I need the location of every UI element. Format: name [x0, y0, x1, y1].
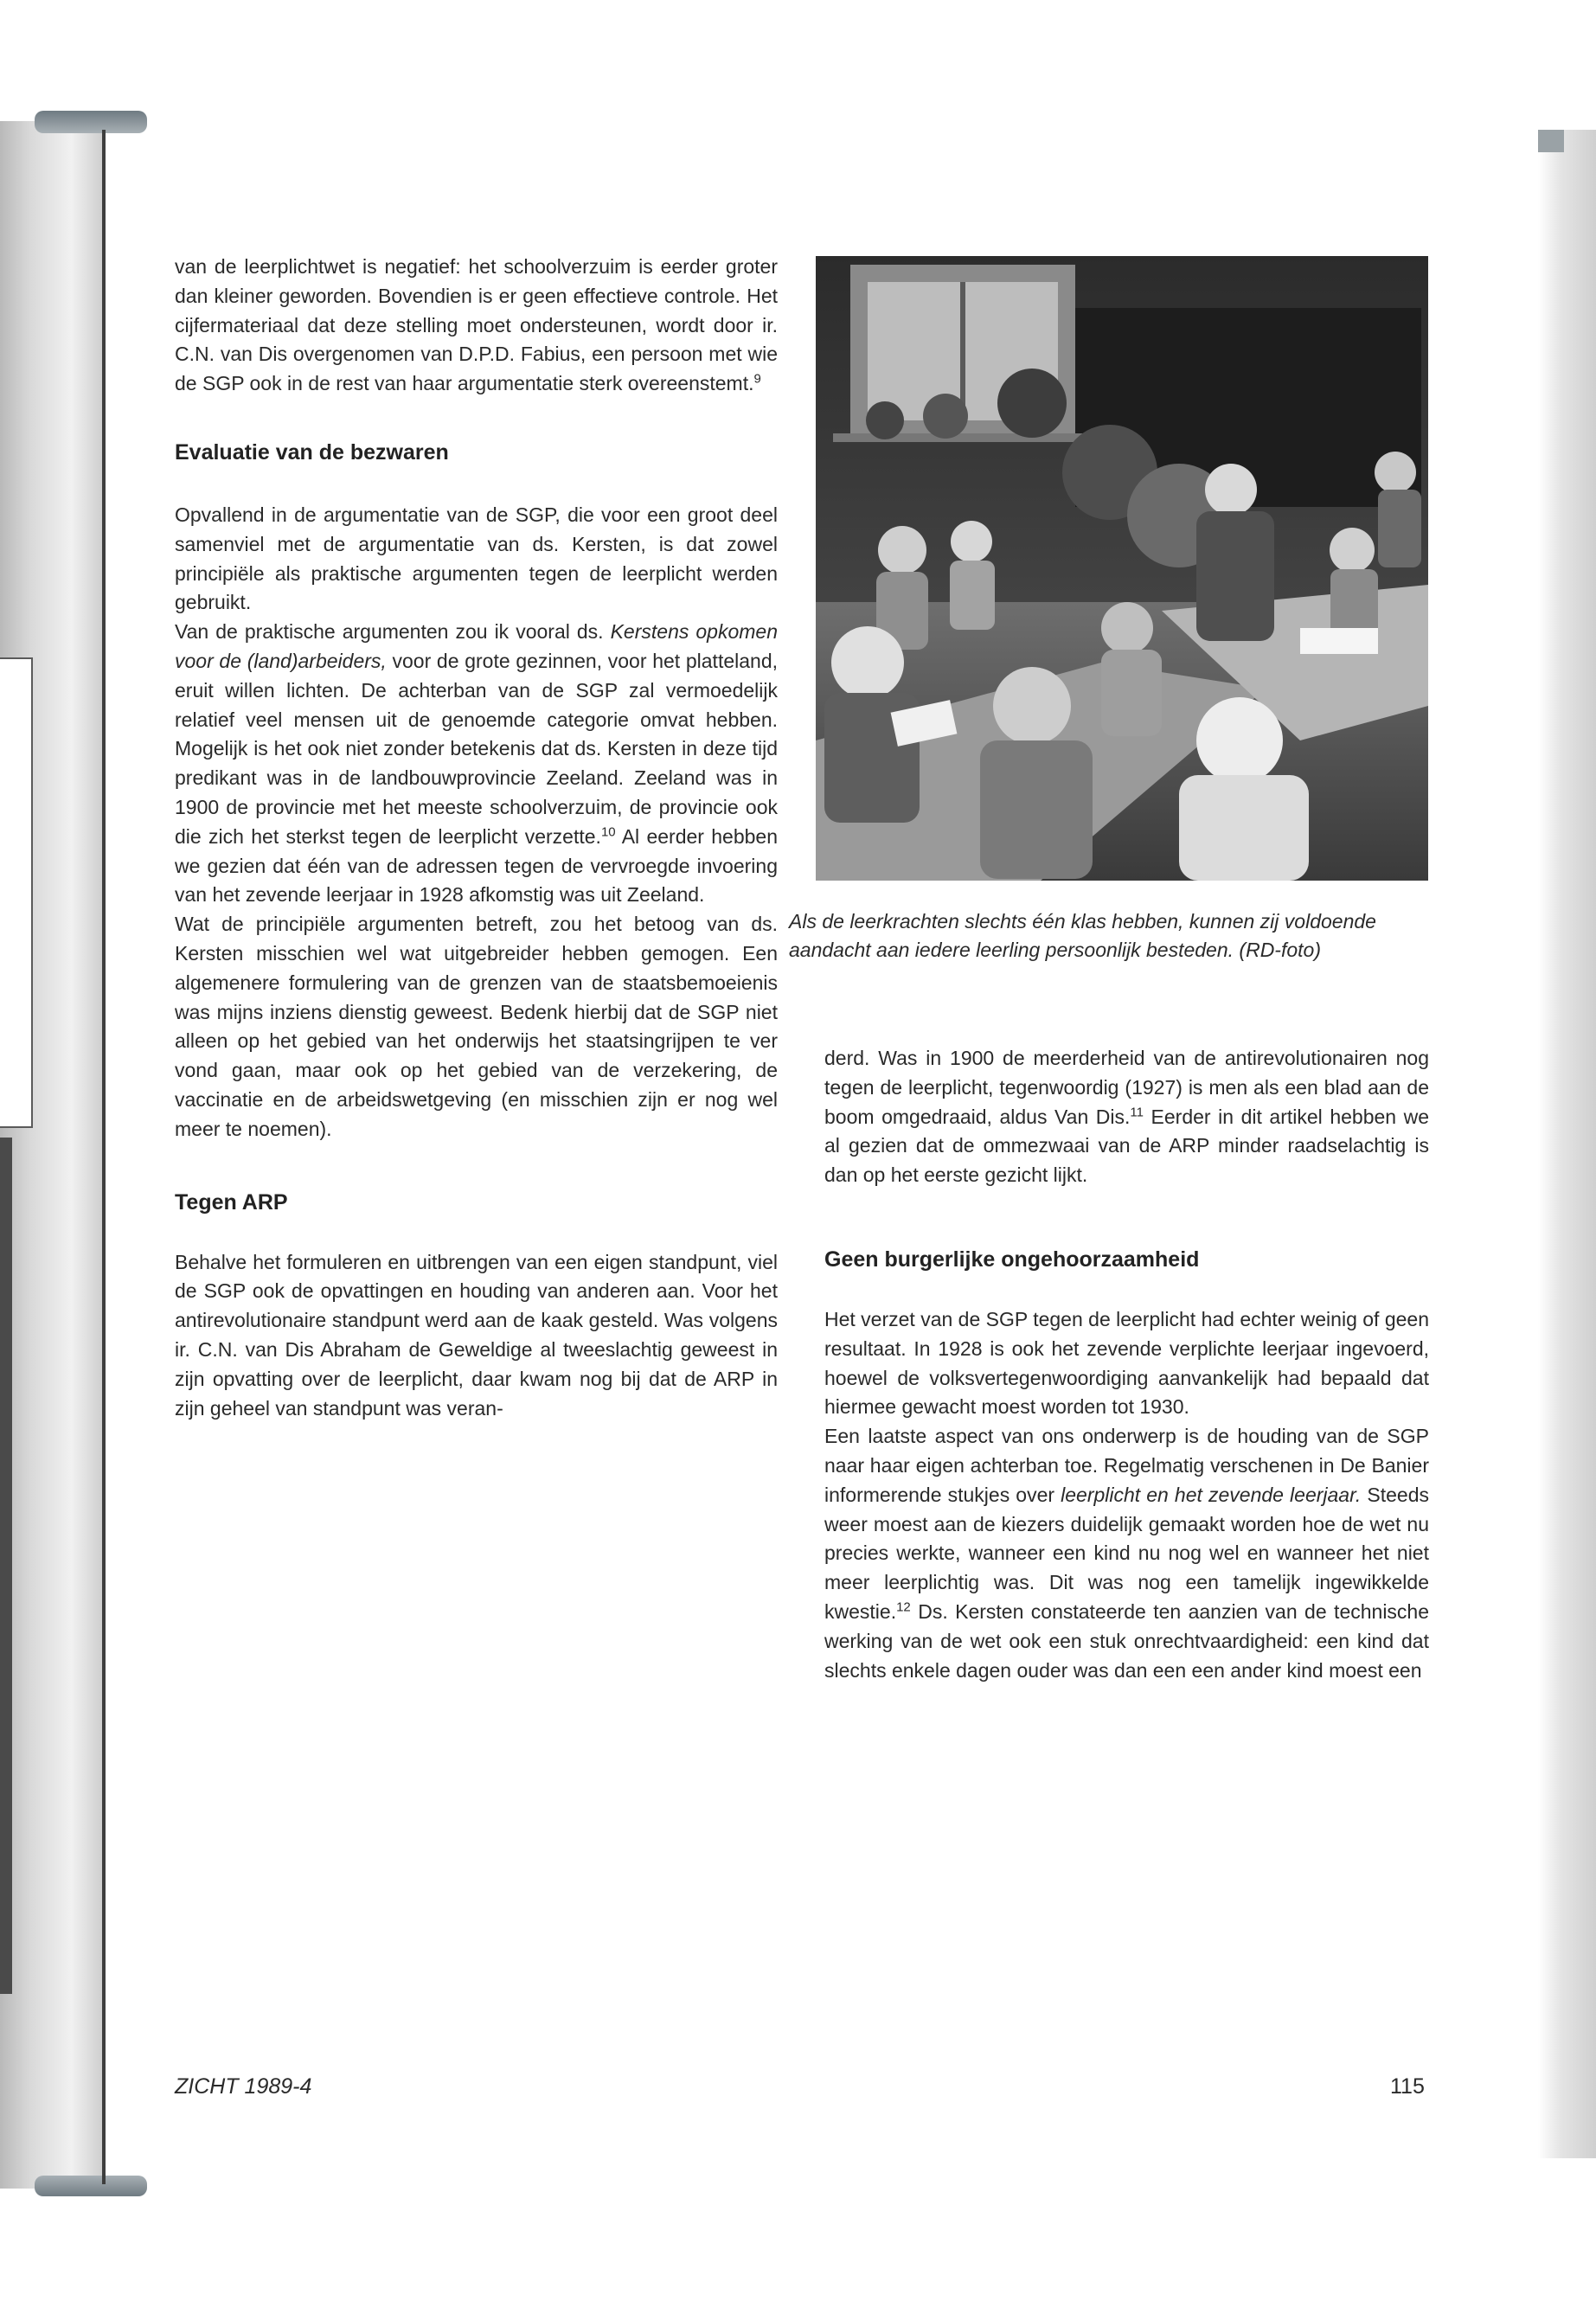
paragraph: Het verzet van de SGP tegen de leerplicht had echter weinig of geen resultaat. In 1928 is ook het zevende verplichte leerjaar ingevoerd, hoewel de volksvertegenwoordiging aanvankelijk had bepaald dat hiermee gewacht moest worden tot 1930. [824, 1307, 1429, 1419]
journal-issue: ZICHT 1989-4 [175, 2074, 312, 2099]
paragraph: Opvallend in de argumentatie van de SGP, die voor een groot deel samenviel met de argumentatie van ds. Kersten, is dat zowel principiële als praktische argumenten tegen de leerplicht werden gebruikt. [175, 503, 778, 614]
paragraph: Een laatste aspect van ons onderwerp is de houding van de SGP naar haar eigen achterban toe. Regelmatig verschenen in De Banier informerende stukjes over leerplicht en het zevende leerjaar. Steeds weer moest aan de kiezers duidelijk gemaakt worden hoe de wet nu precies werkte, wanneer een kind nu nog wel en wanneer het niet meer leerplichtig was. Dit was nog een tamelijk ingewikkelde kwestie.$^{12}$ Ds. Kersten constateerde ten aanzien van de technische werking van de wet ook een stuk onrechtvaardigheid: een kind dat slechts enkele dagen ouder was dan een een ander kind moest een [824, 1425, 1430, 1682]
paragraph: Van de praktische argumenten zou ik vooral ds. Kerstens opkomen voor de (land)arbeiders, voor de grote gezinnen, voor het platteland, eruit willen lichten. De achterban van de SGP zal vermoedelijk relatief veel mensen uit de genoemde categorie omvat hebben. Mogelijk is het ook niet zonder betekenis dat ds. Kersten in deze tijd predikant was in de landbouwprovincie Zeeland. Zeeland was in 1900 de provincie met het meeste schoolverzuim, de provincie ook die zich het sterkst tegen de leerplicht verzette.$^{10}$ Al eerder hebben we gezien dat één van de adressen tegen de vervroegde invoering van het zevende leerjaar in 1928 afkomstig was uit Zeeland. [175, 620, 779, 907]
photo-caption: Als de leerkrachten slechts één klas hebben, kunnen zij voldoende aandacht aan iedere leerling persoonlijk besteden. (RD-foto) [789, 910, 1376, 961]
page-edge-tab [1538, 130, 1564, 152]
paragraph: van de leerplichtwet is negatief: het schoolverzuim is eerder groter dan kleiner geworden. Bovendien is er geen effectieve controle. Het cijfermateriaal dat deze stelling moet ondersteunen, wordt door ir. C.N. van Dis overgenomen van D.P.D. Fabius, een persoon met wie de SGP ook in de rest van haar argumentatie sterk overeenstemt.$^9$ [175, 255, 778, 395]
paragraph: Wat de principiële argumenten betreft, zou het betoog van ds. Kersten misschien wel wat uitgebreider hebben gemogen. Een algemenere formulering van de grenzen van de staatsbemoeienis was mijns inziens dienstig geweest. Bedenk hierbij dat de SGP niet alleen op het gebied van het onderwijs het staatsingrijpen te ver vond gaan, maar ook op het gebied van de verzekering, de vaccinatie en de arbeidswetgeving (en misschien zijn er nog wel meer te noemen). [175, 913, 778, 1140]
binding-clip-bottom [35, 2176, 147, 2196]
footnote-ref: 12 [896, 1599, 911, 1615]
section-heading: Geen burgerlijke ongehoorzaamheid [824, 1247, 1200, 1272]
footnote-ref: 9 [753, 371, 761, 387]
previous-page-edge [0, 657, 33, 1128]
book-spine [0, 121, 102, 2189]
paragraph: Behalve het formuleren en uitbrengen van een eigen standpunt, viel de SGP ook de opvattingen en houding van anderen aan. Voor het antirevolutionaire standpunt werd aan de kaak gesteld. Was volgens ir. C.N. van Dis Abraham de Geweldige al tweeslachtig geweest in zijn opvatting over de leerplicht, daar kwam nog bij dat de ARP in zijn geheel van standpunt was veran- [175, 1250, 778, 1420]
photo-illustration [816, 256, 1428, 881]
page-fold-line [102, 130, 106, 2184]
footnote-ref: 10 [600, 824, 616, 840]
previous-page-shadow [0, 1138, 12, 1994]
right-column [824, 1044, 1429, 1685]
paragraph: derd. Was in 1900 de meerderheid van de antirevolutionairen nog tegen de leerplicht, tegenwoordig (1927) is men als een blad aan de boom omgedraaid, aldus Van Dis.$^{11}$ Eerder in dit artikel hebben we al gezien dat de ommezwaai van de ARP minder raadselachtig is dan op het eerste gezicht lijkt. [824, 1047, 1430, 1187]
binding-clip-top [35, 111, 147, 133]
section-heading: Evaluatie van de bezwaren [175, 439, 449, 465]
footnote-ref: 11 [1130, 1104, 1144, 1119]
section-heading: Tegen ARP [175, 1189, 288, 1215]
page-number: 115 [1390, 2074, 1425, 2099]
page-edge-right [1538, 130, 1596, 2158]
classroom-photo [816, 256, 1428, 881]
left-column [175, 253, 778, 1423]
